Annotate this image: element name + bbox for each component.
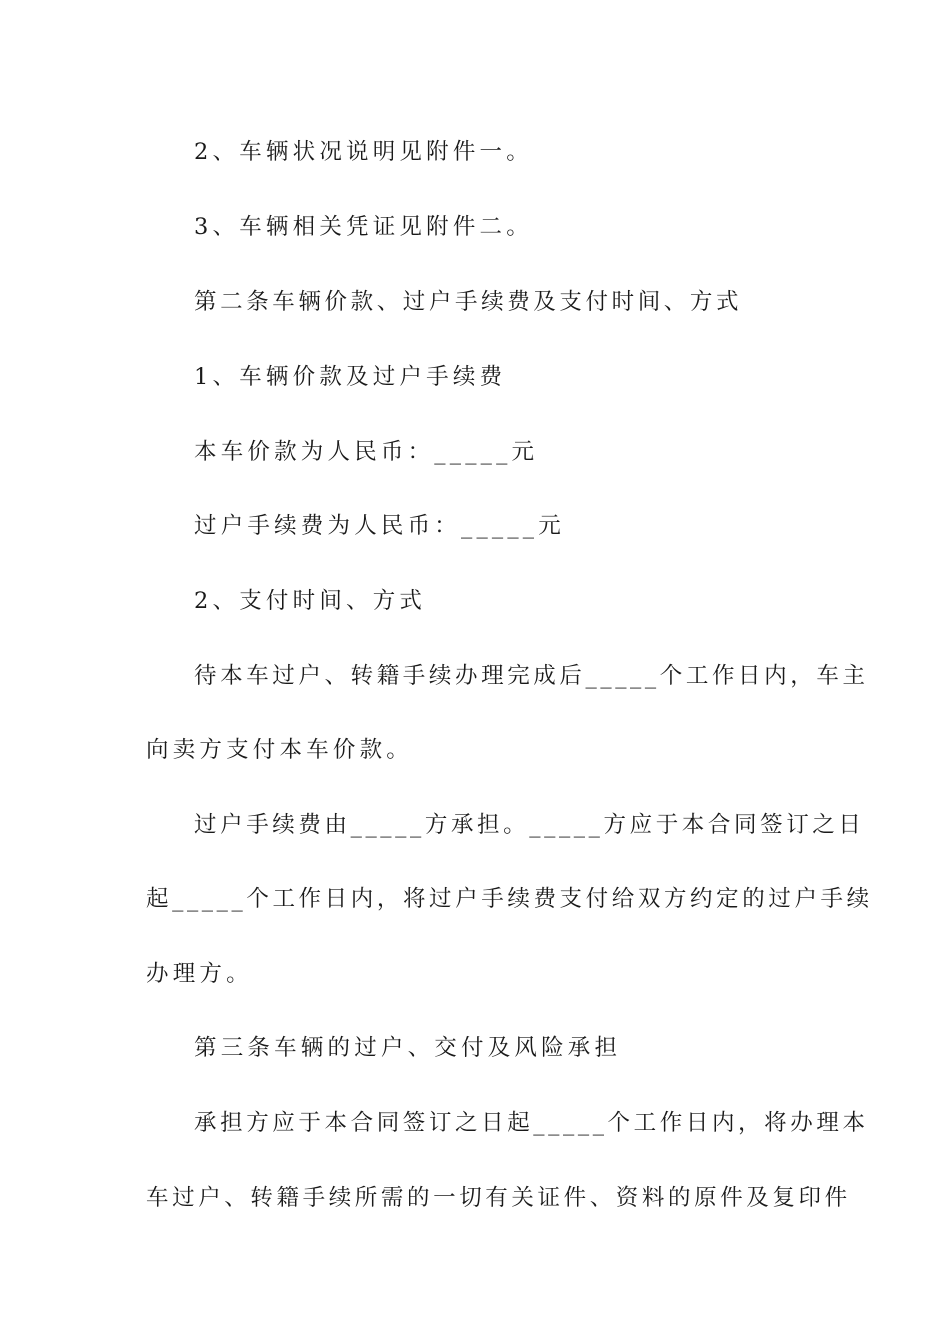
price-line: 本车价款为人民币：_____元 (194, 439, 539, 465)
paragraph-line-2: 向卖方支付本车价款。 (146, 737, 414, 763)
article-heading-3: 第三条车辆的过户、交付及风险承担 (194, 1035, 622, 1061)
clause-line-2: 3、车辆相关凭证见附件二。 (194, 214, 533, 240)
clause-line-1: 2、车辆状况说明见附件一。 (194, 139, 533, 165)
clause-line-4: 2、支付时间、方式 (194, 588, 427, 614)
paragraph-line-1: 待本车过户、转籍手续办理完成后_____个工作日内，车主 (194, 663, 869, 689)
clause-line-3: 1、车辆价款及过户手续费 (194, 364, 507, 390)
paragraph-line-7: 车过户、转籍手续所需的一切有关证件、资料的原件及复印件 (146, 1185, 851, 1211)
article-heading-2: 第二条车辆价款、过户手续费及支付时间、方式 (194, 289, 743, 315)
transfer-fee-line: 过户手续费为人民币：_____元 (194, 513, 565, 539)
paragraph-line-5: 办理方。 (146, 961, 253, 987)
paragraph-line-3: 过户手续费由_____方承担。_____方应于本合同签订之日 (194, 812, 865, 838)
paragraph-line-4: 起_____个工作日内，将过户手续费支付给双方约定的过户手续 (146, 886, 873, 912)
paragraph-line-6: 承担方应于本合同签订之日起_____个工作日内，将办理本 (194, 1110, 869, 1136)
